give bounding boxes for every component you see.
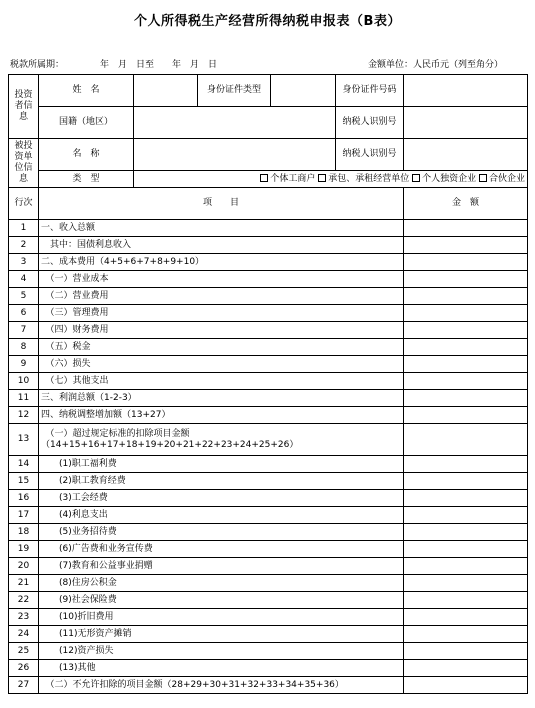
table-row <box>9 288 528 305</box>
type-option[interactable]: 个人独资企业 <box>412 174 476 184</box>
table-row <box>9 322 528 339</box>
form-title: 个人所得税生产经营所得纳税申报表（B表） <box>134 14 401 29</box>
amount-field[interactable] <box>404 390 528 407</box>
amount-field[interactable] <box>404 507 528 524</box>
line-item-label <box>39 592 404 609</box>
line-item-text: (4)利息支出 <box>41 509 108 520</box>
line-item-text: (3)工会经费 <box>41 492 108 503</box>
table-row <box>9 373 528 390</box>
line-item-text: （三）管理费用 <box>41 307 109 318</box>
line-item-label <box>39 643 404 660</box>
line-item-text: (1)职工福利费 <box>41 458 117 469</box>
line-item-label <box>39 626 404 643</box>
line-item-text: 一、收入总额 <box>41 222 96 233</box>
table-row <box>9 660 528 677</box>
invested-name-field[interactable] <box>134 139 336 171</box>
line-item-text: (11)无形资产摊销 <box>41 628 132 639</box>
checkbox-icon <box>260 174 268 182</box>
table-row <box>9 407 528 424</box>
line-number: 22 <box>9 592 39 609</box>
table-row <box>9 575 528 592</box>
line-item-text: (9)社会保险费 <box>41 594 117 605</box>
line-number: 21 <box>9 575 39 592</box>
amount-field[interactable] <box>404 490 528 507</box>
table-row <box>9 237 528 254</box>
line-item-label <box>39 473 404 490</box>
table-row <box>9 609 528 626</box>
investor-taxpayer-id-field[interactable] <box>404 107 528 139</box>
line-item-label <box>39 305 404 322</box>
line-item-label <box>39 220 404 237</box>
line-item-label <box>39 677 404 694</box>
line-number: 26 <box>9 660 39 677</box>
line-no-header: 行次 <box>9 188 39 220</box>
line-item-formula: （14+15+16+17+18+19+20+21+22+23+24+25+26） <box>41 439 299 450</box>
amount-field[interactable] <box>404 373 528 390</box>
line-item-label <box>39 541 404 558</box>
line-item-text: (2)职工教育经费 <box>41 475 126 486</box>
line-number: 14 <box>9 456 39 473</box>
investor-name-field[interactable] <box>134 75 198 107</box>
investor-id-no-label: 身份证件号码 <box>336 75 404 107</box>
line-number: 2 <box>9 237 39 254</box>
line-item-text: （二）营业费用 <box>41 290 109 301</box>
amount-field[interactable] <box>404 220 528 237</box>
amount-unit: 金额单位：人民币元（列至角分） <box>368 60 504 70</box>
line-item-label <box>39 507 404 524</box>
amount-field[interactable] <box>404 626 528 643</box>
table-row <box>9 507 528 524</box>
line-item-label <box>39 322 404 339</box>
nationality-field[interactable] <box>134 107 336 139</box>
table-row <box>9 592 528 609</box>
amount-field[interactable] <box>404 558 528 575</box>
table-row <box>9 424 528 456</box>
line-number: 17 <box>9 507 39 524</box>
invested-type-options <box>134 171 528 188</box>
line-number: 16 <box>9 490 39 507</box>
tax-form-table <box>8 74 528 694</box>
line-number: 18 <box>9 524 39 541</box>
table-row <box>9 524 528 541</box>
line-item-text: (12)资产损失 <box>41 645 114 656</box>
line-number: 13 <box>9 424 39 456</box>
line-item-label <box>39 373 404 390</box>
line-number: 27 <box>9 677 39 694</box>
table-row <box>9 305 528 322</box>
line-item-text: 三、利润总额（1-2-3） <box>41 392 137 403</box>
amount-field[interactable] <box>404 473 528 490</box>
amount-field[interactable] <box>404 305 528 322</box>
table-row <box>9 558 528 575</box>
line-item-text: （六）损失 <box>41 358 91 369</box>
amount-field[interactable] <box>404 643 528 660</box>
table-row <box>9 390 528 407</box>
amount-field[interactable] <box>404 424 528 456</box>
table-row <box>9 356 528 373</box>
line-item-text: (5)业务招待费 <box>41 526 117 537</box>
amount-field[interactable] <box>404 271 528 288</box>
line-item-label <box>39 407 404 424</box>
amount-field[interactable] <box>404 660 528 677</box>
table-row <box>9 456 528 473</box>
line-number: 8 <box>9 339 39 356</box>
checkbox-icon <box>479 174 487 182</box>
line-item-label <box>39 490 404 507</box>
line-item-text: （一）超过规定标准的扣除项目金额 <box>41 428 190 439</box>
line-item-text: （七）其他支出 <box>41 375 109 386</box>
line-item-label <box>39 575 404 592</box>
line-item-text: （二）不允许扣除的项目金额（28+29+30+31+32+33+34+35+36） <box>41 679 344 690</box>
line-number: 25 <box>9 643 39 660</box>
line-item-text: （四）财务费用 <box>41 324 109 335</box>
line-item-label <box>39 390 404 407</box>
investor-section-label: 投资者信息 <box>9 75 39 139</box>
table-row <box>9 254 528 271</box>
item-header: 项 目 <box>39 188 404 220</box>
invested-taxpayer-id-label: 纳税人识别号 <box>336 139 404 171</box>
amount-field[interactable] <box>404 322 528 339</box>
amount-field[interactable] <box>404 541 528 558</box>
line-number: 6 <box>9 305 39 322</box>
line-item-label <box>39 339 404 356</box>
amount-field[interactable] <box>404 356 528 373</box>
line-item-text: （五）税金 <box>41 341 91 352</box>
table-row <box>9 677 528 694</box>
period-label: 税款所属期： <box>10 60 65 70</box>
period-value: 年 月 日至 年 月 日 <box>100 60 218 70</box>
checkbox-icon <box>318 174 326 182</box>
line-number: 9 <box>9 356 39 373</box>
amount-field[interactable] <box>404 254 528 271</box>
invested-taxpayer-id-field[interactable] <box>404 139 528 171</box>
line-item-label <box>39 609 404 626</box>
type-option[interactable]: 承包、承租经营单位 <box>318 174 409 184</box>
checkbox-icon <box>412 174 420 182</box>
amount-field[interactable] <box>404 609 528 626</box>
line-item-label <box>39 456 404 473</box>
table-row <box>9 220 528 237</box>
line-item-label <box>39 271 404 288</box>
line-item-label <box>39 288 404 305</box>
investor-id-type-label: 身份证件类型 <box>198 75 271 107</box>
type-option[interactable]: 个体工商户 <box>260 174 315 184</box>
line-number: 5 <box>9 288 39 305</box>
line-item-text: 其中：国债利息收入 <box>41 239 132 250</box>
line-item-text: (10)折旧费用 <box>41 611 114 622</box>
amount-header: 金 额 <box>404 188 528 220</box>
line-number: 11 <box>9 390 39 407</box>
investor-taxpayer-id-label: 纳税人识别号 <box>336 107 404 139</box>
line-item-text: (8)住房公积金 <box>41 577 117 588</box>
type-option[interactable]: 合伙企业 <box>479 174 525 184</box>
table-row <box>9 271 528 288</box>
table-row <box>9 541 528 558</box>
table-row <box>9 339 528 356</box>
amount-field[interactable] <box>404 575 528 592</box>
line-number: 15 <box>9 473 39 490</box>
investor-id-type-field[interactable] <box>271 75 336 107</box>
line-number: 3 <box>9 254 39 271</box>
line-item-label <box>39 254 404 271</box>
amount-field[interactable] <box>404 677 528 694</box>
line-item-text: 二、成本费用（4+5+6+7+8+9+10） <box>41 256 205 267</box>
line-item-text: (7)教育和公益事业捐赠 <box>41 560 153 571</box>
line-item-label <box>39 356 404 373</box>
amount-field[interactable] <box>404 288 528 305</box>
line-items <box>9 220 528 694</box>
amount-field[interactable] <box>404 592 528 609</box>
nationality-label: 国籍（地区） <box>39 107 134 139</box>
table-row <box>9 643 528 660</box>
line-number: 23 <box>9 609 39 626</box>
line-item-text: （一）营业成本 <box>41 273 109 284</box>
table-row <box>9 473 528 490</box>
amount-field[interactable] <box>404 407 528 424</box>
amount-field[interactable] <box>404 237 528 254</box>
amount-field[interactable] <box>404 456 528 473</box>
amount-field[interactable] <box>404 339 528 356</box>
table-row <box>9 626 528 643</box>
line-item-label <box>39 237 404 254</box>
line-number: 20 <box>9 558 39 575</box>
line-item-label <box>39 524 404 541</box>
line-number: 24 <box>9 626 39 643</box>
line-number: 1 <box>9 220 39 237</box>
line-number: 19 <box>9 541 39 558</box>
amount-field[interactable] <box>404 524 528 541</box>
line-number: 12 <box>9 407 39 424</box>
line-item-text: (13)其他 <box>41 662 96 673</box>
line-number: 4 <box>9 271 39 288</box>
line-number: 10 <box>9 373 39 390</box>
line-item-text: 四、纳税调整增加额（13+27） <box>41 409 171 420</box>
table-row <box>9 490 528 507</box>
invested-type-label: 类 型 <box>39 171 134 188</box>
line-item-label <box>39 424 404 456</box>
invested-name-label: 名 称 <box>39 139 134 171</box>
line-item-label <box>39 660 404 677</box>
invested-section-label: 被投资单位信息 <box>9 139 39 188</box>
investor-name-label: 姓 名 <box>39 75 134 107</box>
investor-id-no-field[interactable] <box>404 75 528 107</box>
line-item-text: (6)广告费和业务宣传费 <box>41 543 153 554</box>
line-number: 7 <box>9 322 39 339</box>
line-item-label <box>39 558 404 575</box>
